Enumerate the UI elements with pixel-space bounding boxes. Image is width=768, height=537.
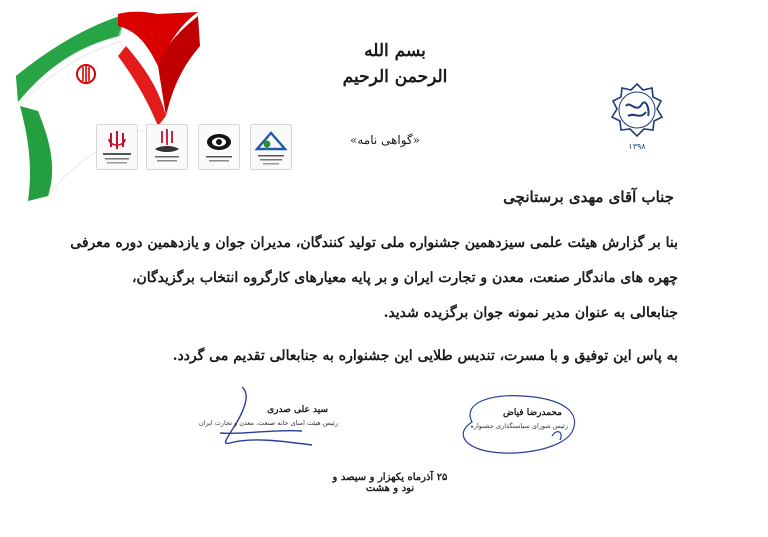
signer-name: سید علی صدری (267, 405, 328, 415)
signer-name: محمدرضا فیاض (502, 408, 562, 418)
addressee: جناب آقای مهدی برستانچی (503, 188, 674, 206)
basmala-text: بسم الله الرحمن الرحیم (342, 41, 448, 87)
signer-role: رئیس هیئت امنای خانه صنعت، معدن و تجارت ایران (198, 419, 338, 427)
body-paragraph: بنا بر گزارش هیئت علمی سیزدهمین جشنواره ملی تولید کنندگان، مدیران جوان و یازدهمین دوره معرفی (70, 235, 678, 251)
certificate-body (70, 226, 678, 374)
signature-scribble (220, 387, 312, 445)
body-paragraph: جنابعالی به عنوان مدیر نمونه جوان برگزیده شدید. (383, 305, 678, 321)
iran-emblem-icon (109, 131, 125, 149)
certificate-title: «گواهی نامه» (350, 133, 420, 147)
industry-house-logo (250, 124, 292, 170)
signature-left (198, 385, 338, 455)
productivity-org-logo (198, 124, 240, 170)
ministry-logo (96, 124, 138, 170)
eye-logo-icon (207, 134, 231, 150)
house-tree-logo-icon (257, 133, 285, 150)
basmala (340, 38, 450, 98)
chamber-of-commerce-logo (146, 124, 188, 170)
issue-date: ۲۵ آذرماه یکهزار و سیصد و نود و هشت (332, 472, 448, 494)
body-paragraph: چهره های ماندگار صنعت، معدن و تجارت ایران و بر پایه معیارهای کارگروه انتخاب برگزیدگان، (131, 270, 678, 286)
seal-year: ۱۳۹۸ (628, 142, 646, 151)
body-paragraph: به پاس این توفیق و با مسرت، تندیس طلایی این جشنواره به جنابعالی تقدیم می گردد. (172, 348, 678, 364)
iran-emblem-icon (162, 129, 172, 145)
signature-right (452, 392, 592, 462)
seal-emblem-icon (612, 84, 662, 136)
iran-flag-ribbon (8, 6, 208, 211)
festival-seal (606, 82, 668, 156)
signer-role: رئیس شورای سیاستگذاری جشنواره (470, 422, 568, 430)
